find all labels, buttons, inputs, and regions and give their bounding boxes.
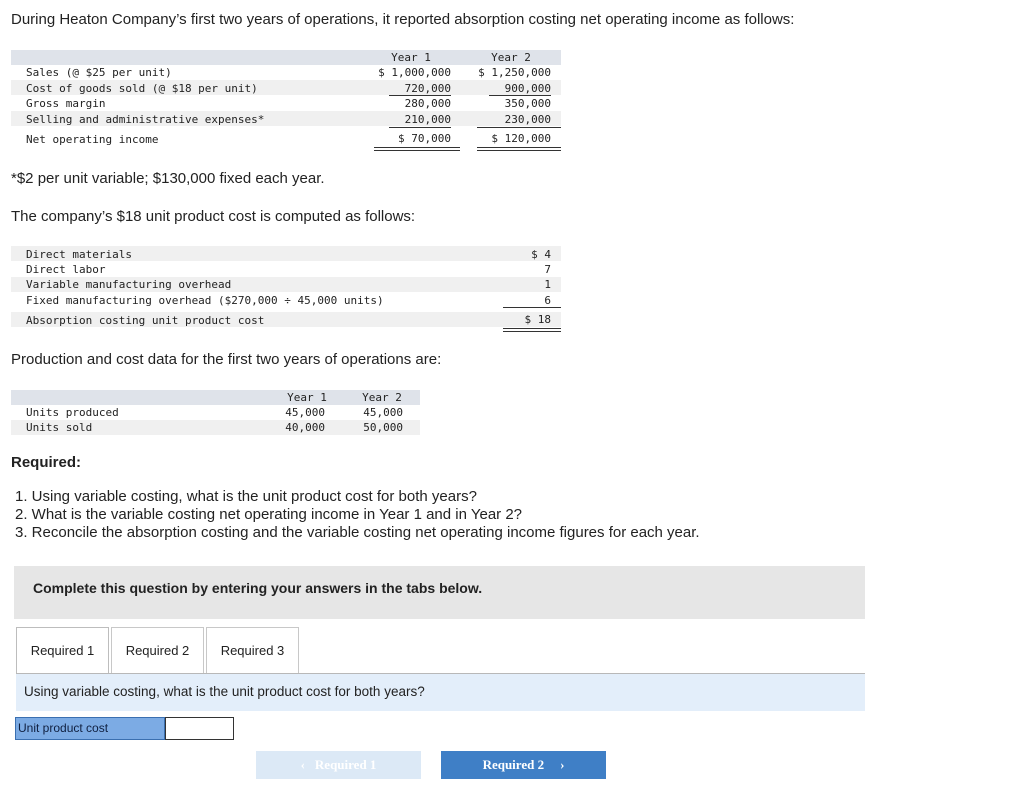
row-label-net-income: Net operating income bbox=[26, 133, 159, 146]
row-label-variable-overhead: Variable manufacturing overhead bbox=[26, 278, 232, 291]
required-heading: Required: bbox=[11, 454, 82, 471]
tab-required-3[interactable]: Required 3 bbox=[206, 627, 299, 673]
absorption-cost-value: $ 18 bbox=[524, 313, 551, 326]
unit-cost-intro: The company’s $18 unit product cost is computed as follows: bbox=[11, 208, 416, 225]
units-sold-year2: 50,000 bbox=[363, 421, 403, 434]
question-prompt-bar bbox=[16, 674, 865, 711]
double-underline bbox=[374, 150, 460, 151]
column-header-year2: Year 2 bbox=[491, 51, 531, 64]
unit-product-cost-input[interactable] bbox=[165, 717, 234, 740]
row-label-selling-admin: Selling and administrative expenses* bbox=[26, 113, 265, 126]
instructions-box bbox=[14, 566, 865, 619]
chevron-right-icon: › bbox=[560, 757, 565, 772]
underline bbox=[477, 127, 561, 128]
instructions-text: Complete this question by entering your answers in the tabs below. bbox=[33, 580, 483, 596]
units-produced-year1: 45,000 bbox=[285, 406, 325, 419]
chevron-left-icon: ‹ bbox=[300, 757, 305, 772]
required-item-3: 3. Reconcile the absorption costing and the variable costing net operating income figures for each year. bbox=[15, 524, 700, 541]
intro-text: During Heaton Company’s first two years of operations, it reported absorption costing net operating income as follows: bbox=[11, 11, 795, 28]
cogs-year1: 720,000 bbox=[404, 82, 451, 95]
row-label-absorption-cost: Absorption costing unit product cost bbox=[26, 314, 265, 327]
row-label-fixed-overhead: Fixed manufacturing overhead ($270,000 ÷ 45,000 units) bbox=[26, 294, 384, 307]
production-intro: Production and cost data for the first two years of operations are: bbox=[11, 351, 442, 368]
row-label-units-sold: Units sold bbox=[26, 421, 93, 434]
required-list bbox=[15, 488, 700, 542]
fixed-overhead-value: 6 bbox=[544, 294, 551, 307]
selling-admin-year2: 230,000 bbox=[504, 113, 551, 126]
double-underline bbox=[503, 328, 561, 329]
tab-required-1[interactable]: Required 1 bbox=[16, 627, 109, 673]
direct-labor-value: 7 bbox=[544, 263, 551, 276]
row-label-cogs: Cost of goods sold (@ $18 per unit) bbox=[26, 82, 258, 95]
previous-button-label: Required 1 bbox=[314, 757, 377, 772]
sales-year1: $ 1,000,000 bbox=[378, 66, 451, 79]
next-button-label: Required 2 bbox=[482, 757, 545, 772]
sales-year2: $ 1,250,000 bbox=[478, 66, 551, 79]
units-sold-year1: 40,000 bbox=[285, 421, 325, 434]
question-prompt-text: Using variable costing, what is the unit product cost for both years? bbox=[24, 684, 425, 699]
row-label-gross-margin: Gross margin bbox=[26, 97, 106, 110]
double-underline bbox=[477, 147, 561, 148]
double-underline bbox=[503, 331, 561, 332]
row-label-sales: Sales (@ $25 per unit) bbox=[26, 66, 172, 79]
underline bbox=[389, 127, 451, 128]
previous-button[interactable] bbox=[256, 751, 421, 779]
footnote: *$2 per unit variable; $130,000 fixed each year. bbox=[11, 170, 325, 187]
underline bbox=[503, 307, 561, 308]
selling-admin-year1: 210,000 bbox=[404, 113, 451, 126]
unit-product-cost-label: Unit product cost bbox=[15, 717, 165, 740]
tab-required-2[interactable]: Required 2 bbox=[111, 627, 204, 673]
net-income-year2: $ 120,000 bbox=[491, 132, 551, 145]
next-button[interactable] bbox=[441, 751, 606, 779]
direct-materials-value: $ 4 bbox=[531, 248, 551, 261]
row-label-direct-labor: Direct labor bbox=[26, 263, 106, 276]
net-income-year1: $ 70,000 bbox=[398, 132, 451, 145]
cogs-year2: 900,000 bbox=[504, 82, 551, 95]
required-item-2: 2. What is the variable costing net operating income in Year 1 and in Year 2? bbox=[15, 506, 523, 523]
double-underline bbox=[374, 147, 460, 148]
column-header-year1: Year 1 bbox=[287, 391, 327, 404]
variable-overhead-value: 1 bbox=[544, 278, 551, 291]
double-underline bbox=[477, 150, 561, 151]
row-label-units-produced: Units produced bbox=[26, 406, 119, 419]
units-produced-year2: 45,000 bbox=[363, 406, 403, 419]
required-item-1: 1. Using variable costing, what is the unit product cost for both years? bbox=[15, 488, 477, 505]
column-header-year1: Year 1 bbox=[391, 51, 431, 64]
gross-margin-year1: 280,000 bbox=[404, 97, 451, 110]
row-label-direct-materials: Direct materials bbox=[26, 248, 132, 261]
gross-margin-year2: 350,000 bbox=[504, 97, 551, 110]
column-header-year2: Year 2 bbox=[362, 391, 402, 404]
